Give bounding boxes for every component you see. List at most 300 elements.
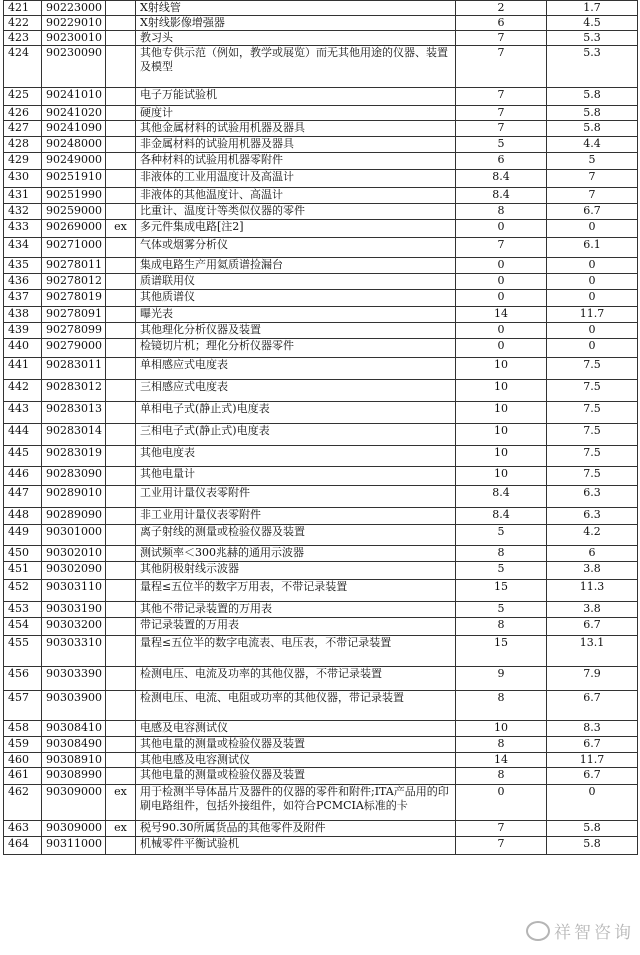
table-row <box>4 546 638 562</box>
table-row <box>4 238 638 258</box>
table-row <box>4 636 638 667</box>
cell-rate-mfn: 0 <box>456 274 547 290</box>
cell-desc: 其他理化分析仪器及装置 <box>136 323 456 339</box>
table-row <box>4 380 638 402</box>
cell-desc: 各种材料的试验用机器零附件 <box>136 153 456 170</box>
cell-desc: 其他电量计 <box>136 467 456 486</box>
cell-no: 439 <box>4 323 42 339</box>
cell-code: 90302090 <box>42 562 106 580</box>
table-row <box>4 618 638 636</box>
cell-desc: 用于检测半导体晶片及器件的仪器的零件和附件;ITA产品用的印刷电路组件，包括外接组件，如符合PCMCIA标准的卡 <box>136 785 456 821</box>
cell-desc: X射线管 <box>136 1 456 16</box>
table-row <box>4 106 638 121</box>
cell-desc: 其他专供示范（例如，教学或展览）而无其他用途的仪器、装置及模型 <box>136 46 456 88</box>
cell-code: 90230010 <box>42 31 106 46</box>
cell-desc: 非液体的工业用温度计及高温计 <box>136 170 456 188</box>
cell-rate-reduced: 0 <box>547 274 638 290</box>
cell-rate-reduced: 5.8 <box>547 821 638 837</box>
cell-ex: ex <box>106 785 136 821</box>
cell-no: 440 <box>4 339 42 358</box>
table-row <box>4 46 638 88</box>
table-row <box>4 188 638 204</box>
table-row <box>4 121 638 137</box>
cell-rate-mfn: 9 <box>456 667 547 691</box>
cell-ex <box>106 618 136 636</box>
cell-code: 90283019 <box>42 446 106 467</box>
cell-no: 424 <box>4 46 42 88</box>
cell-ex <box>106 768 136 785</box>
cell-code: 90303900 <box>42 691 106 721</box>
cell-rate-mfn: 7 <box>456 31 547 46</box>
cell-rate-reduced: 0 <box>547 323 638 339</box>
cell-desc: 硬度计 <box>136 106 456 121</box>
table-row <box>4 508 638 525</box>
cell-desc: 带记录装置的万用表 <box>136 618 456 636</box>
cell-no: 423 <box>4 31 42 46</box>
cell-no: 446 <box>4 467 42 486</box>
cell-ex <box>106 602 136 618</box>
cell-no: 421 <box>4 1 42 16</box>
cell-ex <box>106 721 136 737</box>
cell-code: 90309000 <box>42 821 106 837</box>
cell-desc: 气体或烟雾分析仪 <box>136 238 456 258</box>
cell-no: 459 <box>4 737 42 753</box>
cell-no: 450 <box>4 546 42 562</box>
cell-rate-mfn: 0 <box>456 323 547 339</box>
cell-rate-mfn: 7 <box>456 46 547 88</box>
cell-desc: 其他电量的测量或检验仪器及装置 <box>136 768 456 785</box>
table-row <box>4 768 638 785</box>
cell-rate-reduced: 0 <box>547 785 638 821</box>
cell-desc: 多元件集成电路[注2] <box>136 220 456 238</box>
cell-rate-mfn: 8.4 <box>456 170 547 188</box>
cell-rate-mfn: 15 <box>456 580 547 602</box>
cell-ex <box>106 137 136 153</box>
cell-ex <box>106 636 136 667</box>
cell-rate-reduced: 6.7 <box>547 618 638 636</box>
cell-no: 458 <box>4 721 42 737</box>
cell-rate-reduced: 4.2 <box>547 525 638 546</box>
cell-desc: 非液体的其他温度计、高温计 <box>136 188 456 204</box>
cell-code: 90241010 <box>42 88 106 106</box>
cell-desc: 三相电子式(静止式)电度表 <box>136 424 456 446</box>
table-row <box>4 691 638 721</box>
cell-no: 447 <box>4 486 42 508</box>
cell-rate-reduced: 6.7 <box>547 204 638 220</box>
cell-rate-reduced: 7 <box>547 170 638 188</box>
cell-rate-reduced: 6 <box>547 546 638 562</box>
cell-rate-mfn: 10 <box>456 358 547 380</box>
cell-rate-reduced: 0 <box>547 258 638 274</box>
cell-desc: 电感及电容测试仪 <box>136 721 456 737</box>
cell-no: 437 <box>4 290 42 307</box>
cell-no: 434 <box>4 238 42 258</box>
cell-desc: 检镜切片机；理化分析仪器零件 <box>136 339 456 358</box>
table-row <box>4 307 638 323</box>
table-row <box>4 258 638 274</box>
cell-code: 90278011 <box>42 258 106 274</box>
cell-code: 90278012 <box>42 274 106 290</box>
cell-desc: 质谱联用仪 <box>136 274 456 290</box>
cell-rate-reduced: 7.5 <box>547 424 638 446</box>
cell-desc: 检测电压、电流、电阻或功率的其他仪器，带记录装置 <box>136 691 456 721</box>
cell-no: 455 <box>4 636 42 667</box>
cell-code: 90251910 <box>42 170 106 188</box>
cell-rate-mfn: 8.4 <box>456 486 547 508</box>
cell-ex: ex <box>106 821 136 837</box>
cell-rate-reduced: 5.8 <box>547 837 638 855</box>
cell-no: 451 <box>4 562 42 580</box>
cell-code: 90289090 <box>42 508 106 525</box>
cell-rate-reduced: 7.5 <box>547 446 638 467</box>
cell-rate-reduced: 5.8 <box>547 106 638 121</box>
cell-ex <box>106 170 136 188</box>
table-row <box>4 821 638 837</box>
cell-rate-reduced: 5.8 <box>547 121 638 137</box>
cell-no: 456 <box>4 667 42 691</box>
cell-rate-reduced: 5 <box>547 153 638 170</box>
cell-code: 90283011 <box>42 358 106 380</box>
cell-desc: 其他电感及电容测试仪 <box>136 753 456 768</box>
cell-code: 90251990 <box>42 188 106 204</box>
table-row <box>4 562 638 580</box>
table-row <box>4 486 638 508</box>
cell-rate-mfn: 0 <box>456 290 547 307</box>
cell-code: 90308990 <box>42 768 106 785</box>
cell-rate-reduced: 3.8 <box>547 562 638 580</box>
table-row <box>4 137 638 153</box>
cell-rate-mfn: 7 <box>456 837 547 855</box>
cell-ex <box>106 323 136 339</box>
cell-desc: 集成电路生产用氦质谱捡漏台 <box>136 258 456 274</box>
cell-rate-reduced: 5.3 <box>547 46 638 88</box>
tariff-table <box>3 0 638 855</box>
table-row <box>4 737 638 753</box>
cell-rate-mfn: 14 <box>456 307 547 323</box>
cell-code: 90303190 <box>42 602 106 618</box>
cell-code: 90278099 <box>42 323 106 339</box>
cell-desc: 单相感应式电度表 <box>136 358 456 380</box>
cell-ex <box>106 667 136 691</box>
cell-code: 90311000 <box>42 837 106 855</box>
cell-code: 90302010 <box>42 546 106 562</box>
cell-rate-mfn: 14 <box>456 753 547 768</box>
cell-rate-mfn: 6 <box>456 16 547 31</box>
cell-ex <box>106 467 136 486</box>
cell-desc: 非工业用计量仪表零附件 <box>136 508 456 525</box>
cell-no: 460 <box>4 753 42 768</box>
cell-rate-reduced: 5.8 <box>547 88 638 106</box>
cell-code: 90303310 <box>42 636 106 667</box>
cell-code: 90303390 <box>42 667 106 691</box>
table-row <box>4 753 638 768</box>
cell-desc: 教习头 <box>136 31 456 46</box>
cell-desc: 工业用计量仪表零附件 <box>136 486 456 508</box>
cell-no: 448 <box>4 508 42 525</box>
cell-rate-mfn: 0 <box>456 220 547 238</box>
cell-desc: 其他质谱仪 <box>136 290 456 307</box>
table-row <box>4 424 638 446</box>
cell-desc: X射线影像增强器 <box>136 16 456 31</box>
cell-code: 90289010 <box>42 486 106 508</box>
cell-ex <box>106 121 136 137</box>
cell-no: 462 <box>4 785 42 821</box>
cell-no: 457 <box>4 691 42 721</box>
cell-ex <box>106 525 136 546</box>
cell-code: 90269000 <box>42 220 106 238</box>
cell-desc: 其他电度表 <box>136 446 456 467</box>
cell-rate-reduced: 1.7 <box>547 1 638 16</box>
cell-rate-mfn: 10 <box>456 467 547 486</box>
table-row <box>4 153 638 170</box>
cell-rate-mfn: 8 <box>456 204 547 220</box>
cell-ex <box>106 508 136 525</box>
cell-no: 441 <box>4 358 42 380</box>
cell-code: 90229010 <box>42 16 106 31</box>
cell-rate-reduced: 11.3 <box>547 580 638 602</box>
table-row <box>4 602 638 618</box>
cell-ex <box>106 402 136 424</box>
cell-rate-mfn: 15 <box>456 636 547 667</box>
cell-no: 444 <box>4 424 42 446</box>
cell-ex <box>106 691 136 721</box>
cell-code: 90308910 <box>42 753 106 768</box>
cell-rate-reduced: 6.3 <box>547 508 638 525</box>
table-row <box>4 525 638 546</box>
cell-rate-mfn: 0 <box>456 258 547 274</box>
table-row <box>4 446 638 467</box>
table-row <box>4 274 638 290</box>
table-row <box>4 467 638 486</box>
table-row <box>4 402 638 424</box>
cell-ex <box>106 546 136 562</box>
table-row <box>4 580 638 602</box>
cell-no: 433 <box>4 220 42 238</box>
cell-code: 90278091 <box>42 307 106 323</box>
cell-code: 90271000 <box>42 238 106 258</box>
cell-no: 422 <box>4 16 42 31</box>
cell-ex <box>106 753 136 768</box>
cell-code: 90241020 <box>42 106 106 121</box>
cell-ex <box>106 274 136 290</box>
cell-rate-reduced: 6.1 <box>547 238 638 258</box>
cell-rate-mfn: 7 <box>456 121 547 137</box>
cell-ex <box>106 580 136 602</box>
cell-rate-mfn: 8 <box>456 618 547 636</box>
watermark <box>526 918 634 943</box>
cell-code: 90259000 <box>42 204 106 220</box>
cell-desc: 量程≤五位半的数字万用表，不带记录装置 <box>136 580 456 602</box>
table-row <box>4 339 638 358</box>
cell-rate-reduced: 7.5 <box>547 358 638 380</box>
cell-ex <box>106 380 136 402</box>
table-row <box>4 170 638 188</box>
cell-no: 431 <box>4 188 42 204</box>
cell-code: 90301000 <box>42 525 106 546</box>
cell-rate-mfn: 0 <box>456 339 547 358</box>
cell-rate-mfn: 7 <box>456 821 547 837</box>
cell-rate-mfn: 2 <box>456 1 547 16</box>
cell-desc: 其他不带记录装置的万用表 <box>136 602 456 618</box>
cell-rate-reduced: 3.8 <box>547 602 638 618</box>
cell-no: 454 <box>4 618 42 636</box>
cell-no: 438 <box>4 307 42 323</box>
cell-no: 449 <box>4 525 42 546</box>
cell-code: 90308410 <box>42 721 106 737</box>
cell-rate-reduced: 8.3 <box>547 721 638 737</box>
cell-no: 461 <box>4 768 42 785</box>
cell-no: 464 <box>4 837 42 855</box>
cell-rate-reduced: 6.7 <box>547 691 638 721</box>
cell-rate-reduced: 6.7 <box>547 737 638 753</box>
cell-code: 90223000 <box>42 1 106 16</box>
cell-ex <box>106 737 136 753</box>
cell-no: 463 <box>4 821 42 837</box>
cell-rate-mfn: 7 <box>456 106 547 121</box>
table-row <box>4 31 638 46</box>
cell-code: 90283012 <box>42 380 106 402</box>
cell-rate-reduced: 5.3 <box>547 31 638 46</box>
cell-ex <box>106 188 136 204</box>
cell-ex <box>106 486 136 508</box>
cell-desc: 机械零件平衡试验机 <box>136 837 456 855</box>
cell-rate-reduced: 0 <box>547 339 638 358</box>
cell-rate-reduced: 0 <box>547 220 638 238</box>
cell-code: 90230090 <box>42 46 106 88</box>
cell-no: 429 <box>4 153 42 170</box>
cell-rate-mfn: 8 <box>456 737 547 753</box>
cell-no: 430 <box>4 170 42 188</box>
cell-rate-mfn: 8.4 <box>456 508 547 525</box>
table-row <box>4 220 638 238</box>
cell-code: 90241090 <box>42 121 106 137</box>
cell-code: 90283014 <box>42 424 106 446</box>
cell-rate-reduced: 0 <box>547 290 638 307</box>
cell-ex <box>106 290 136 307</box>
cell-ex <box>106 258 136 274</box>
cell-ex: ex <box>106 220 136 238</box>
cell-desc: 其他电量的测量或检验仪器及装置 <box>136 737 456 753</box>
cell-rate-reduced: 7.5 <box>547 380 638 402</box>
cell-no: 445 <box>4 446 42 467</box>
cell-ex <box>106 204 136 220</box>
cell-code: 90303110 <box>42 580 106 602</box>
cell-no: 427 <box>4 121 42 137</box>
cell-rate-mfn: 5 <box>456 602 547 618</box>
cell-rate-reduced: 11.7 <box>547 307 638 323</box>
cell-rate-mfn: 7 <box>456 238 547 258</box>
cell-ex <box>106 339 136 358</box>
cell-rate-mfn: 0 <box>456 785 547 821</box>
cell-ex <box>106 307 136 323</box>
cell-ex <box>106 31 136 46</box>
cell-desc: 单相电子式(静止式)电度表 <box>136 402 456 424</box>
cell-rate-reduced: 7.5 <box>547 467 638 486</box>
cell-rate-reduced: 7.9 <box>547 667 638 691</box>
cell-ex <box>106 446 136 467</box>
cell-ex <box>106 106 136 121</box>
table-row <box>4 204 638 220</box>
cell-rate-mfn: 10 <box>456 721 547 737</box>
cell-desc: 税号90.30所属货品的其他零件及附件 <box>136 821 456 837</box>
cell-rate-mfn: 8 <box>456 691 547 721</box>
cell-ex <box>106 238 136 258</box>
cell-rate-mfn: 10 <box>456 424 547 446</box>
watermark-text: 祥智咨询 <box>554 923 634 943</box>
table-row <box>4 721 638 737</box>
cell-no: 436 <box>4 274 42 290</box>
table-row <box>4 785 638 821</box>
cell-no: 426 <box>4 106 42 121</box>
cell-rate-mfn: 8.4 <box>456 188 547 204</box>
cell-rate-mfn: 7 <box>456 88 547 106</box>
cell-rate-mfn: 8 <box>456 768 547 785</box>
table-row <box>4 667 638 691</box>
cell-code: 90283013 <box>42 402 106 424</box>
cell-rate-mfn: 8 <box>456 546 547 562</box>
cell-no: 432 <box>4 204 42 220</box>
cell-ex <box>106 424 136 446</box>
cell-ex <box>106 1 136 16</box>
table-row <box>4 290 638 307</box>
cell-rate-reduced: 4.4 <box>547 137 638 153</box>
tariff-table-body <box>4 1 638 855</box>
cell-desc: 量程≤五位半的数字电流表、电压表，不带记录装置 <box>136 636 456 667</box>
cell-ex <box>106 88 136 106</box>
table-row <box>4 358 638 380</box>
cell-no: 452 <box>4 580 42 602</box>
cell-ex <box>106 16 136 31</box>
cell-rate-reduced: 7.5 <box>547 402 638 424</box>
cell-no: 453 <box>4 602 42 618</box>
cell-desc: 电子万能试验机 <box>136 88 456 106</box>
cell-ex <box>106 46 136 88</box>
cell-rate-reduced: 4.5 <box>547 16 638 31</box>
cell-desc: 非金属材料的试验用机器及器具 <box>136 137 456 153</box>
cell-desc: 测试频率＜300兆赫的通用示波器 <box>136 546 456 562</box>
cell-code: 90309000 <box>42 785 106 821</box>
cell-rate-mfn: 10 <box>456 446 547 467</box>
cell-desc: 曝光表 <box>136 307 456 323</box>
cell-rate-mfn: 5 <box>456 137 547 153</box>
cell-no: 443 <box>4 402 42 424</box>
cell-no: 435 <box>4 258 42 274</box>
cell-rate-mfn: 10 <box>456 402 547 424</box>
cell-ex <box>106 153 136 170</box>
cell-code: 90249000 <box>42 153 106 170</box>
cell-rate-reduced: 6.7 <box>547 768 638 785</box>
table-row <box>4 16 638 31</box>
table-row <box>4 323 638 339</box>
cell-rate-reduced: 7 <box>547 188 638 204</box>
table-row <box>4 837 638 855</box>
table-row <box>4 1 638 16</box>
cell-code: 90278019 <box>42 290 106 307</box>
cell-ex <box>106 358 136 380</box>
cell-code: 90308490 <box>42 737 106 753</box>
cell-code: 90248000 <box>42 137 106 153</box>
cell-no: 442 <box>4 380 42 402</box>
cell-no: 425 <box>4 88 42 106</box>
cell-code: 90303200 <box>42 618 106 636</box>
wechat-icon <box>526 921 550 941</box>
cell-desc: 检测电压、电流及功率的其他仪器，不带记录装置 <box>136 667 456 691</box>
cell-desc: 比重计、温度计等类似仪器的零件 <box>136 204 456 220</box>
cell-code: 90279000 <box>42 339 106 358</box>
cell-rate-reduced: 13.1 <box>547 636 638 667</box>
cell-ex <box>106 562 136 580</box>
cell-desc: 其他金属材料的试验用机器及器具 <box>136 121 456 137</box>
